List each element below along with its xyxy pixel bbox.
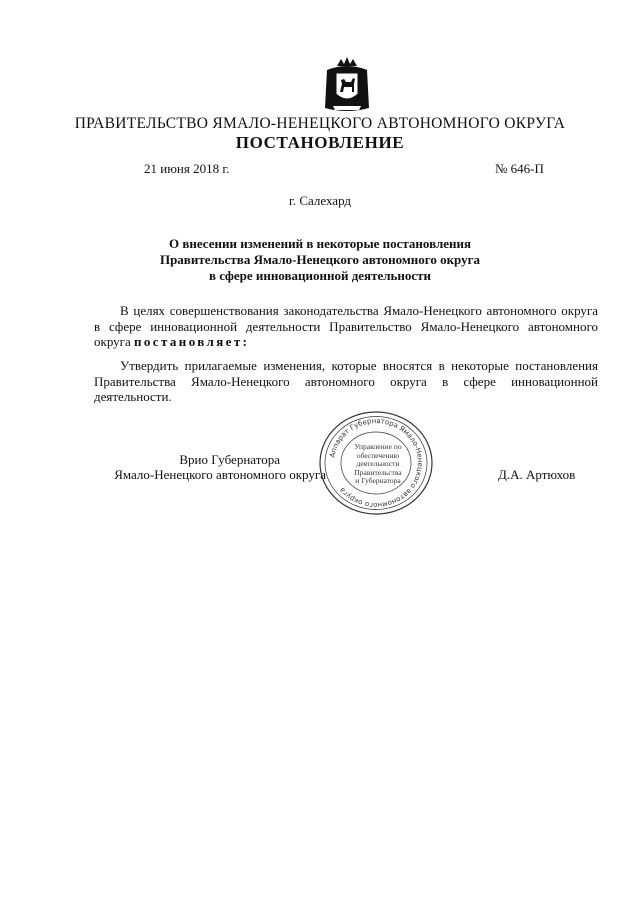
document-city: г. Салехард [288,193,352,208]
stamp-line-4: Правительства [354,467,402,477]
paragraph-1-text: В целях совершенствования законодательства Ямало-Ненецкого автономного округа в сфере инновационной деятельности Правительство Ямало-Ненецкого автономного округа [94,303,598,349]
document-number: № 646-П [495,161,544,176]
resolves-keyword: постановляет: [134,334,250,349]
document-date: 21 июня 2018 г. [144,161,230,176]
government-title: ПРАВИТЕЛЬСТВО ЯМАЛО-НЕНЕЦКОГО АВТОНОМНОГО ОКРУГА [74,115,566,132]
body-paragraph-1 [94,303,598,350]
coat-of-arms-emblem [323,56,371,114]
subject-line-3: в сфере инновационной деятельности [208,268,432,283]
document-subject [120,236,520,284]
signatory-title-line-1: Врио Губернатора [179,452,280,467]
stamp-line-1: Управление по [354,442,402,451]
stamp-line-3: деятельности [356,459,400,469]
stamp-line-5: и Губернатора [355,476,401,486]
subject-line-2: Правительства Ямало-Ненецкого автономного округа [159,252,481,267]
stamp-line-2: обеспечению [356,450,400,460]
official-stamp [318,410,434,516]
document-type-heading: ПОСТАНОВЛЕНИЕ [235,133,405,152]
stamp-inner-text [344,443,412,486]
signatory-title-line-2: Ямало-Ненецкого автономного округа [114,467,326,482]
signatory-title [94,452,326,482]
stamp-ring-text: Аппарат Губернатора Ямало-Ненецкого автономного округа [328,416,425,510]
paragraph-2-text: Утвердить прилагаемые изменения, которые вносятся в некоторые постановления Правительства Ямало-Ненецкого автономного округа в сфере инновационной деятельности. [94,358,598,404]
subject-line-1: О внесении изменений в некоторые постановления [168,236,472,251]
signatory-name: Д.А. Артюхов [498,467,576,482]
body-paragraph-2 [94,358,598,405]
